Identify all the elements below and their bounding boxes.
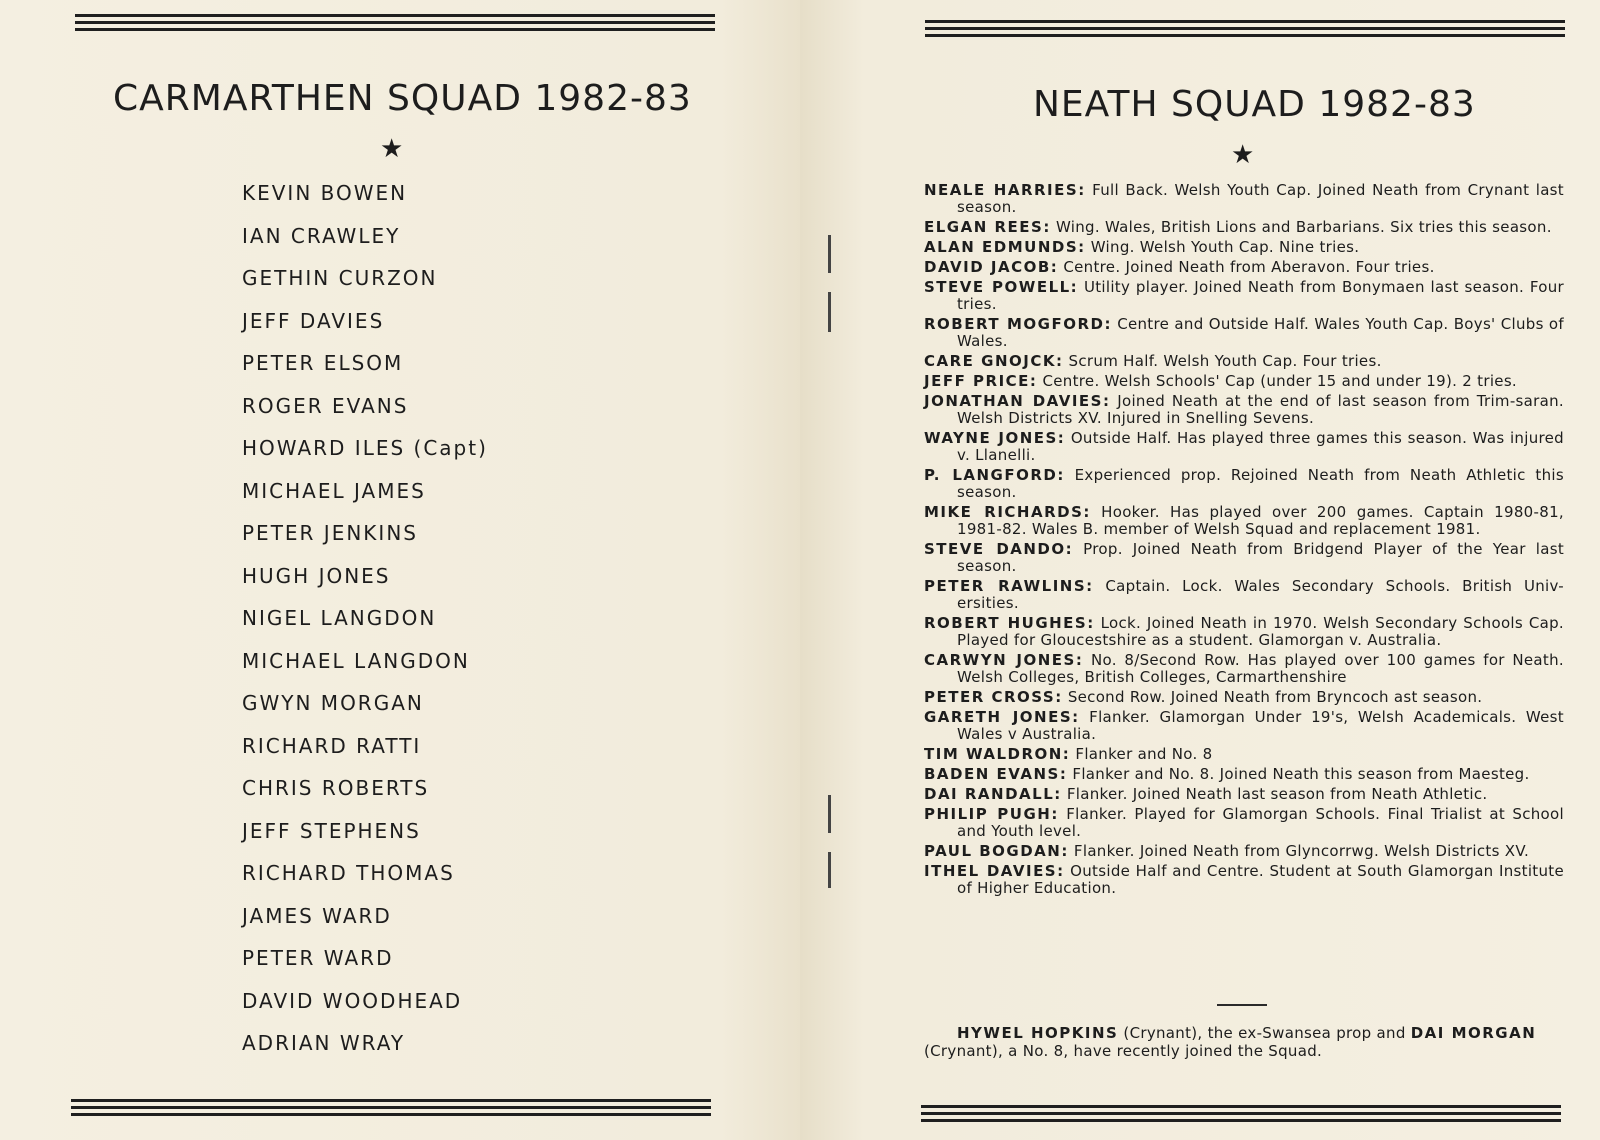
carmarthen-player: ADRIAN WRAY: [242, 1031, 406, 1055]
player-description: Flanker. Played for Glamorgan Schools. Final Trialist at School and Youth level.: [957, 805, 1564, 840]
player-name: DAVID JACOB:: [924, 258, 1059, 276]
carmarthen-squad-title: CARMARTHEN SQUAD 1982-83: [113, 78, 692, 119]
top-rule-right: [925, 20, 1565, 38]
player-name: PETER RAWLINS:: [924, 577, 1094, 595]
carmarthen-player: MICHAEL JAMES: [242, 478, 426, 503]
player-name: PAUL BOGDAN:: [924, 842, 1069, 860]
player-description: Flanker. Joined Neath last season from Neath Athletic.: [1066, 785, 1488, 803]
carmarthen-player: JEFF DAVIES: [242, 308, 385, 333]
binding-staple: [828, 852, 831, 888]
neath-player-entry: [924, 766, 1564, 783]
carmarthen-player: PETER WARD: [242, 946, 394, 970]
binding-staple: [828, 235, 831, 273]
player-description: Scrum Half. Welsh Youth Cap. Four tries.: [1068, 352, 1382, 370]
bottom-rule-left: [71, 1099, 711, 1117]
player-name: CARWYN JONES:: [924, 651, 1084, 669]
carmarthen-player: PETER ELSOM: [242, 351, 404, 375]
carmarthen-player: JEFF STEPHENS: [242, 818, 421, 843]
player-name: TIM WALDRON:: [924, 745, 1071, 763]
player-name: MIKE RICHARDS:: [924, 503, 1091, 521]
neath-player-profiles: [924, 182, 1564, 900]
player-description: Lock. Joined Neath in 1970. Welsh Secondary Schools Cap. Played for Gloucestshire as a student. Glamorgan v. Australia.: [957, 614, 1564, 649]
player-name: ROBERT MOGFORD:: [924, 315, 1112, 333]
player-name: PETER CROSS:: [924, 688, 1063, 706]
player-description: Prop. Joined Neath from Bridgend Player of the Year last season.: [957, 540, 1564, 575]
carmarthen-player: DAVID WOODHEAD: [242, 988, 463, 1013]
neath-player-entry: [924, 259, 1564, 276]
note-name-1: HYWEL HOPKINS: [957, 1024, 1119, 1042]
binding-staple: [828, 795, 831, 833]
player-name: JONATHAN DAVIES:: [924, 392, 1111, 410]
neath-player-entry: [924, 316, 1564, 350]
neath-player-entry: [924, 219, 1564, 236]
bottom-rule-right: [921, 1105, 1561, 1123]
player-name: GARETH JONES:: [924, 708, 1080, 726]
player-description: Second Row. Joined Neath from Bryncoch ast season.: [1067, 688, 1483, 706]
player-description: Joined Neath at the end of last season from Trim-saran. Welsh Districts XV. Injured in Snelling Sevens.: [957, 392, 1565, 427]
neath-player-entry: [924, 279, 1564, 313]
player-description: Flanker and No. 8. Joined Neath this season from Maesteg.: [1072, 765, 1530, 783]
carmarthen-player: RICHARD THOMAS: [242, 861, 455, 885]
player-description: Outside Half and Centre. Student at South Glamorgan Institute of Higher Education.: [957, 862, 1564, 897]
neath-player-entry: [924, 393, 1564, 427]
player-description: No. 8/Second Row. Has played over 100 games for Neath. Welsh Colleges, British Colleges, Carmarthenshire: [957, 651, 1564, 686]
player-description: Centre and Outside Half. Wales Youth Cap. Boys' Clubs of Wales.: [957, 315, 1564, 350]
player-description: Outside Half. Has played three games this season. Was injured v. Llanelli.: [957, 429, 1564, 464]
player-name: PHILIP PUGH:: [924, 805, 1059, 823]
neath-player-entry: [924, 353, 1564, 370]
carmarthen-player: MICHAEL LANGDON: [242, 648, 470, 673]
player-name: JEFF PRICE:: [924, 372, 1038, 390]
neath-player-entry: [924, 467, 1564, 501]
neath-player-entry: [924, 430, 1564, 464]
player-description: Captain. Lock. Wales Secondary Schools. British Univ-ersities.: [957, 577, 1564, 612]
star-icon-right: ★: [1231, 140, 1255, 170]
player-description: Hooker. Has played over 200 games. Captain 1980-81, 1981-82. Wales B. member of Welsh Squad and replacement 1981.: [957, 503, 1564, 538]
player-name: WAYNE JONES:: [924, 429, 1066, 447]
binding-staple: [828, 292, 831, 332]
carmarthen-player: HOWARD ILES (Capt): [242, 436, 488, 460]
player-description: Flanker. Glamorgan Under 19's, Welsh Academicals. West Wales v Australia.: [957, 708, 1564, 743]
player-name: STEVE DANDO:: [924, 540, 1074, 558]
neath-player-entry: [924, 652, 1564, 686]
neath-player-entry: [924, 786, 1564, 803]
player-description: Utility player. Joined Neath from Bonymaen last season. Four tries.: [957, 278, 1564, 313]
carmarthen-player: RICHARD RATTI: [242, 733, 422, 758]
neath-player-entry: [924, 541, 1564, 575]
neath-player-entry: [924, 746, 1564, 763]
neath-player-entry: [924, 182, 1564, 216]
player-name: CARE GNOJCK:: [924, 352, 1064, 370]
player-description: Wing. Wales, British Lions and Barbarians. Six tries this season.: [1055, 218, 1552, 236]
neath-player-entry: [924, 689, 1564, 706]
player-name: STEVE POWELL:: [924, 278, 1079, 296]
neath-player-entry: [924, 806, 1564, 840]
carmarthen-player: HUGH JONES: [242, 563, 391, 588]
carmarthen-player: GETHIN CURZON: [242, 266, 438, 290]
section-divider: [1217, 1004, 1267, 1006]
carmarthen-player: IAN CRAWLEY: [242, 223, 401, 248]
neath-squad-title: NEATH SQUAD 1982-83: [1033, 84, 1476, 125]
player-description: Centre. Joined Neath from Aberavon. Four tries.: [1063, 258, 1435, 276]
neath-player-entry: [924, 504, 1564, 538]
neath-player-entry: [924, 843, 1564, 860]
carmarthen-player: JAMES WARD: [242, 903, 392, 928]
neath-player-entry: [924, 578, 1564, 612]
carmarthen-player: KEVIN BOWEN: [242, 181, 408, 205]
carmarthen-player: NIGEL LANGDON: [242, 606, 437, 630]
carmarthen-player: GWYN MORGAN: [242, 691, 424, 715]
player-description: Flanker and No. 8: [1075, 745, 1213, 763]
player-name: ALAN EDMUNDS:: [924, 238, 1086, 256]
neath-player-entry: [924, 373, 1564, 390]
carmarthen-player: ROGER EVANS: [242, 393, 409, 418]
player-name: ROBERT HUGHES:: [924, 614, 1095, 632]
player-name: NEALE HARRIES:: [924, 181, 1086, 199]
player-description: Experienced prop. Rejoined Neath from Neath Athletic this season.: [957, 466, 1564, 501]
note-text-2: (Crynant), a No. 8, have recently joined the Squad.: [924, 1042, 1323, 1060]
note-name-2: DAI MORGAN: [1410, 1024, 1537, 1042]
carmarthen-player-list: [242, 172, 488, 1065]
player-name: ITHEL DAVIES:: [924, 862, 1065, 880]
recent-signings-note: [924, 1024, 1564, 1060]
player-name: P. LANGFORD:: [924, 466, 1065, 484]
carmarthen-player: PETER JENKINS: [242, 521, 418, 545]
neath-player-entry: [924, 239, 1564, 256]
player-description: Wing. Welsh Youth Cap. Nine tries.: [1090, 238, 1360, 256]
top-rule-left: [75, 14, 715, 32]
player-description: Centre. Welsh Schools' Cap (under 15 and under 19). 2 tries.: [1042, 372, 1517, 390]
player-description: Flanker. Joined Neath from Glyncorrwg. Welsh Districts XV.: [1073, 842, 1530, 860]
neath-player-entry: [924, 709, 1564, 743]
player-name: ELGAN REES:: [924, 218, 1051, 236]
note-text-1: (Crynant), the ex-Swansea prop and: [1118, 1024, 1411, 1042]
star-icon-left: ★: [380, 134, 404, 164]
neath-player-entry: [924, 615, 1564, 649]
carmarthen-player: CHRIS ROBERTS: [242, 776, 430, 800]
player-name: BADEN EVANS:: [924, 765, 1068, 783]
player-description: Full Back. Welsh Youth Cap. Joined Neath from Crynant last season.: [957, 181, 1564, 216]
neath-player-entry: [924, 863, 1564, 897]
player-name: DAI RANDALL:: [924, 785, 1062, 803]
